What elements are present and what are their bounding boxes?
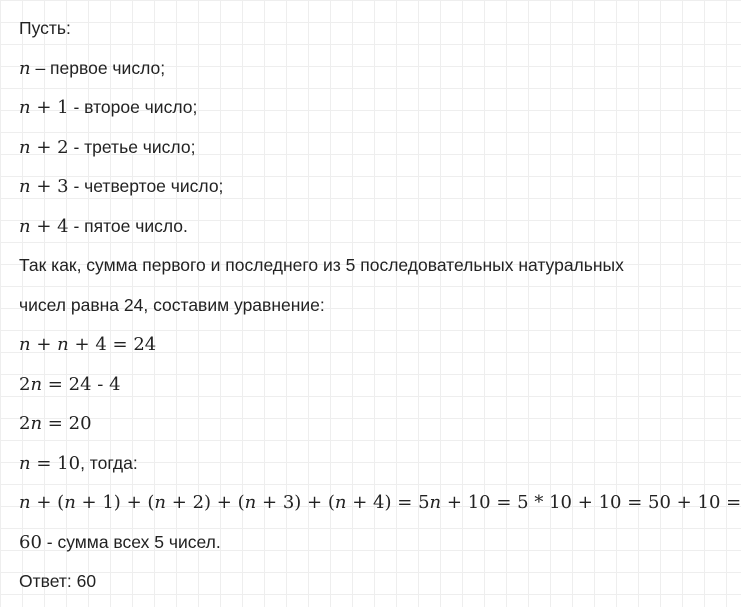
line-sum-result [19,528,666,568]
line-condition-continued [19,291,666,331]
text: - третье число; [68,136,196,157]
text: - четвертое число; [68,176,224,196]
text: Пусть: [19,18,71,38]
line-second-number [19,93,666,133]
formula: n + 3 [19,176,69,197]
line-third-number [19,133,666,173]
line-equation-step-1 [19,370,666,410]
line-fifth-number [19,212,666,252]
line-let [19,14,666,54]
text: - пятое число. [68,215,188,236]
formula: 2n = 24 - 4 [19,373,121,395]
line-solution-n [19,449,666,489]
line-first-number [19,54,666,94]
line-fourth-number [19,172,666,212]
text: - сумма всех 5 чисел. [41,531,221,552]
formula: n = 10 [19,452,81,474]
line-equation [19,330,666,370]
formula: n [19,57,31,79]
text: , тогда: [80,452,138,473]
formula: n + 4 [19,215,69,237]
formula: n + (n + 1) + (n + 2) + (n + 3) + (n + 4) = 5n + 10 = 5 * 10 + 10 = 50 + 10 = [19,492,741,513]
line-equation-step-2 [19,409,666,449]
formula: n + 2 [19,136,69,158]
text: Так как, сумма первого и последнего из 5 последовательных натуральных [19,255,624,275]
solution-document [19,14,741,607]
line-answer [19,567,666,607]
line-sum-expression [19,488,741,528]
text: - второе число; [68,97,198,117]
line-condition [19,251,666,291]
formula: n + 1 [19,97,69,118]
formula: 60 [19,531,42,553]
text: Ответ: 60 [19,571,97,591]
formula: 2n = 20 [19,413,92,434]
text: чисел равна 24, составим уравнение: [19,294,325,315]
formula: n + n + 4 = 24 [19,334,157,355]
text: – первое число; [30,57,166,78]
